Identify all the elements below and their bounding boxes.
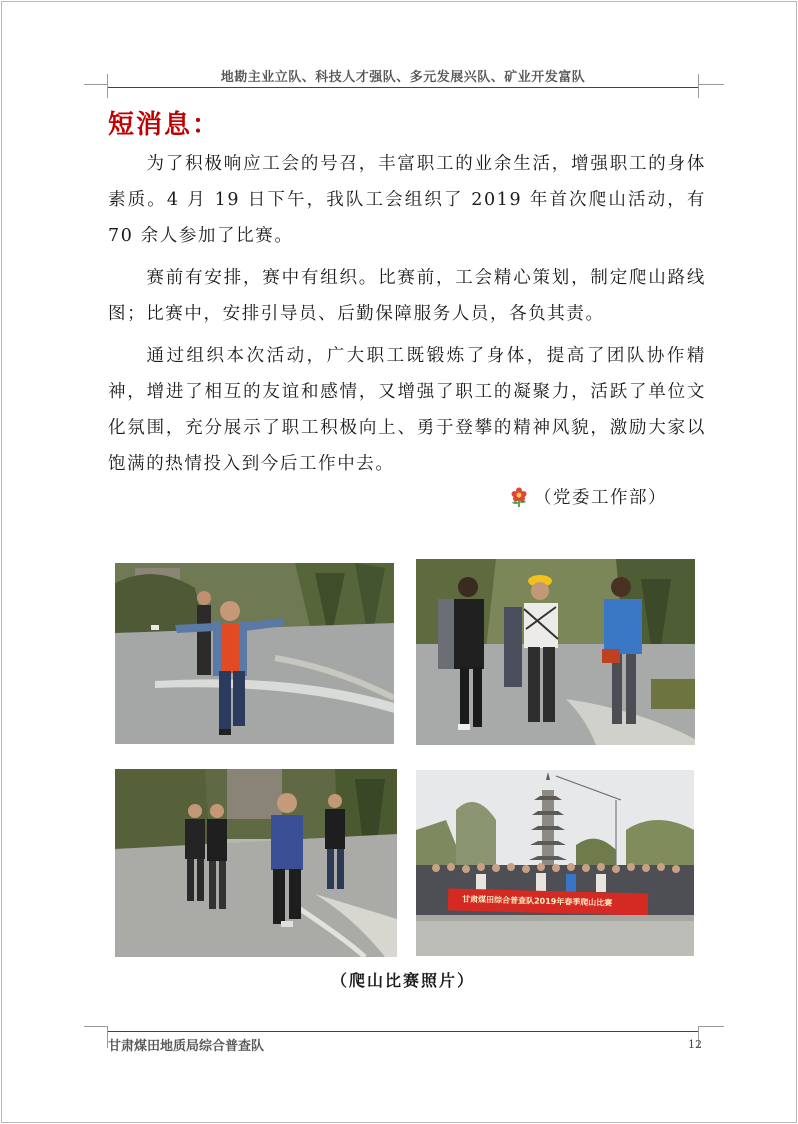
header-slogan: 地勘主业立队、科技人才强队、多元发展兴队、矿业开发富队 bbox=[220, 70, 586, 85]
crop-mark-top-left bbox=[84, 84, 108, 85]
photo-women-walking bbox=[416, 559, 695, 745]
photo-runner-arms-out bbox=[115, 563, 394, 744]
header-divider bbox=[108, 87, 698, 88]
article-paragraph-2: 赛前有安排，赛中有组织。比赛前，工会精心策划，制定爬山路线图；比赛中，安排引导员、后勤保障服务人员，各负其责。 bbox=[108, 268, 706, 324]
group-banner-text: 甘肃煤田综合普查队2019年春季爬山比赛 bbox=[461, 894, 613, 908]
page-number: 12 bbox=[688, 1038, 702, 1051]
article-signature bbox=[508, 484, 667, 509]
photo-group-banner bbox=[416, 770, 694, 956]
crop-mark-top-right bbox=[698, 74, 699, 98]
flower-icon bbox=[508, 486, 530, 508]
crop-mark-top-right bbox=[698, 84, 724, 85]
photo-caption: （爬山比赛照片） bbox=[330, 971, 475, 990]
signature-text: （党委工作部） bbox=[534, 488, 667, 508]
crop-mark-bottom-left bbox=[84, 1026, 108, 1027]
article-paragraph-1: 为了积极响应工会的号召，丰富职工的业余生活，增强职工的身体素质。4 月 19 日下午，我队工会组织了 2019 年首次爬山活动，有 70 余人参加了比赛。 bbox=[108, 154, 706, 246]
crop-mark-bottom-right bbox=[698, 1026, 724, 1027]
footer-divider bbox=[108, 1031, 698, 1032]
article-title: 短消息： bbox=[108, 110, 221, 140]
photo-men-running bbox=[115, 769, 397, 957]
footer-organization: 甘肃煤田地质局综合普查队 bbox=[108, 1039, 265, 1054]
article-paragraph-3: 通过组织本次活动，广大职工既锻炼了身体，提高了团队协作精神，增进了相互的友谊和感情，又增强了职工的凝聚力，活跃了单位文化氛围，充分展示了职工积极向上、勇于登攀的精神风貌，激励大家以饱满的热情投入到今后工作中去。 bbox=[108, 346, 706, 474]
